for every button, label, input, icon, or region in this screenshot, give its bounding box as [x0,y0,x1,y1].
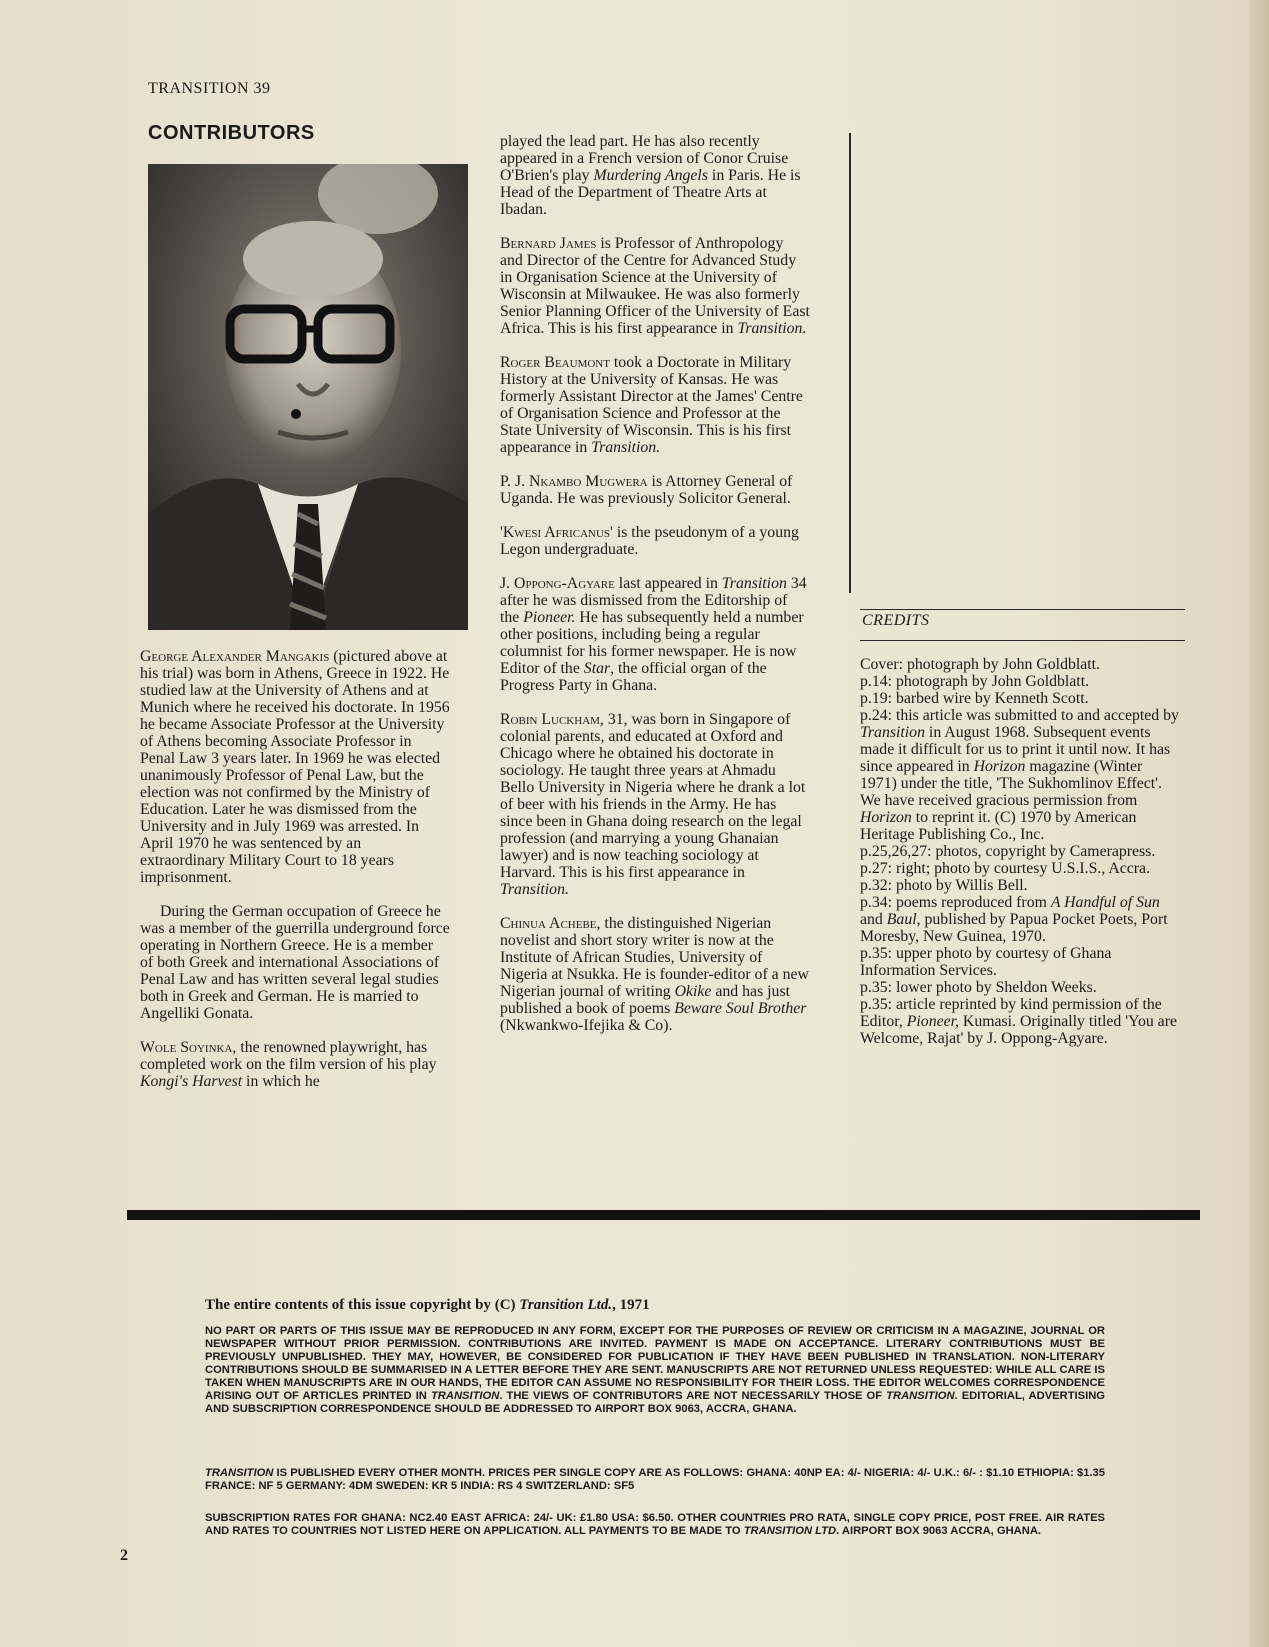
credit-item: Cover: photograph by John Goldblatt. [860,656,1100,673]
contributor-name: Robin Luckham [500,711,600,728]
credits-list [860,656,1180,1047]
bio-achebe: Chinua Achebe, the distinguished Nigerian novelist and short story writer is now at the Institute of African Studies, University of Nigeria at Nsukka. He is founder-editor of a new Nigerian journal of writing Okike and has just published a book of poems Beware Soul Brother (Nkwankwo-Ifejika & Co). [500,915,809,1034]
running-head: TRANSITION 39 [148,80,271,97]
credit-item: p.27: right; photo by courtesy U.S.I.S., Accra. [860,860,1151,877]
credits-rule-top [860,609,1185,610]
copyright-line: The entire contents of this issue copyright by (C) Transition Ltd., 1971 [205,1297,650,1313]
bio-kwesi: 'Kwesi Africanus' is the pseudonym of a young Legon undergraduate. [500,524,799,558]
credit-item: p.19: barbed wire by Kenneth Scott. [860,690,1089,707]
credit-item: p.25,26,27: photos, copyright by Camerapress. [860,843,1156,860]
contributor-name: Roger Beaumont [500,354,610,371]
footer-rule [127,1210,1200,1220]
page-number: 2 [120,1547,128,1564]
credit-item: p.35: lower photo by Sheldon Weeks. [860,979,1097,996]
bio-luckham: Robin Luckham, 31, was born in Singapore of colonial parents, and educated at Oxford and Chicago where he obtained his doctorate in sociology. He taught three years at Ahmadu Bello University in Nigeria where he drank a lot of beer with his friends in the Army. He has since been in Ghana doing research on the legal profession (and marrying a young Ghanaian lawyer) and is now teaching sociology at Harvard. This is his first appearance in Transition. [500,711,806,898]
column-divider [849,133,851,593]
page-edge-shadow [1249,0,1269,1647]
credit-item: p.14: photograph by John Goldblatt. [860,673,1090,690]
bio-oppong: J. Oppong-Agyare last appeared in Transition 34 after he was dismissed from the Editorship of the Pioneer. He has subsequently held a number other positions, including being a regular columnist for his former newspaper. He is now Editor of the Star, the official organ of the Progress Party in Ghana. [500,575,807,694]
section-title: CONTRIBUTORS [148,122,315,144]
credits-heading: CREDITS [862,612,930,629]
price-notice: TRANSITION IS PUBLISHED EVERY OTHER MONTH. PRICES PER SINGLE COPY ARE AS FOLLOWS: GHANA: 40NP EA: 4/- NIGERIA: 4/- U.K.: 6/- : $1.10 ETHIOPIA: $1.35 FRANCE: NF 5 GERMANY: 4DM SWEDEN: KR 5 INDIA: RS 4 SWITZERLAND: SF5 [205,1467,1105,1492]
bio-mangakis-continued: During the German occupation of Greece he was a member of the guerrilla underground force operating in Northern Greece. He is a member of both Greek and international Associations of Penal Law and has written several legal studies both in Greek and German. He is married to Angelliki Gonata. [140,903,450,1022]
contributor-name: Bernard James [500,235,597,252]
credit-item: p.35: article reprinted by kind permission of the Editor, Pioneer, Kumasi. Originally titled 'You are Welcome, Rajat' by J. Oppong-Agyare. [860,996,1177,1047]
bio-mugwera: P. J. Nkambo Mugwera is Attorney General of Uganda. He was previously Solicitor General. [500,473,793,507]
portrait-photo-icon [148,164,468,630]
column-1 [140,648,450,1107]
bio-soyinka: Wole Soyinka, the renowned playwright, has completed work on the film version of his play Kongi's Harvest in which he [140,1039,437,1090]
credit-item: p.34: poems reproduced from A Handful of Sun and Baul, published by Papua Pocket Poets, Port Moresby, New Guinea, 1970. [860,894,1168,945]
credit-item: p.24: this article was submitted to and accepted by Transition in August 1968. Subsequent events made it difficult for us to print it until now. It has since appeared in Horizon magazine (Winter 1971) under the title, 'The Sukhomlinov Effect'. We have received gracious permission from Horizon to reprint it. (C) 1970 by American Heritage Publishing Co., Inc. [860,707,1179,843]
contributor-name: Wole Soyinka [140,1039,233,1056]
contributor-name: J. Oppong-Agyare [500,575,615,592]
legal-notice: NO PART OR PARTS OF THIS ISSUE MAY BE REPRODUCED IN ANY FORM, EXCEPT FOR THE PURPOSES OF REVIEW OR CRITICISM IN A MAGAZINE, JOURNAL OR NEWSPAPER WITHOUT PRIOR PERMISSION. CONTRIBUTIONS ARE INVITED. PAYMENT IS MADE ON ACCEPTANCE. LITERARY CONTRIBUTIONS MUST BE PREVIOUSLY UNPUBLISHED. THEY MAY, HOWEVER, BE CONSIDERED FOR PUBLICATION IF THEY HAVE BEEN PUBLISHED IN TRANSLATION. NON-LITERARY CONTRIBUTIONS SHOULD BE SUMMARISED IN A LETTER BEFORE THEY ARE SENT. MANUSCRIPTS ARE NOT RETURNED UNLESS REQUESTED: WHILE ALL CARE IS TAKEN WHEN MANUSCRIPTS ARE IN OUR HANDS, THE EDITOR CAN ASSUME NO RESPONSIBILITY FOR THEIR LOSS. THE EDITOR WELCOMES CORRESPONDENCE ARISING OUT OF ARTICLES PRINTED IN TRANSITION. THE VIEWS OF CONTRIBUTORS ARE NOT NECESSARILY THOSE OF TRANSITION. EDITORIAL, ADVERTISING AND SUBSCRIPTION CORRESPONDENCE SHOULD BE ADDRESSED TO AIRPORT BOX 9063, ACCRA, GHANA. [205,1325,1105,1415]
bio-soyinka-continued: played the lead part. He has also recently appeared in a French version of Conor Cruise O'Brien's play Murdering Angels in Paris. He is Head of the Department of Theatre Arts at Ibadan. [500,133,801,218]
credit-item: p.32: photo by Willis Bell. [860,877,1028,894]
contributor-name: George Alexander Mangakis [140,648,330,665]
contributor-name: Chinua Achebe [500,915,597,932]
contributor-name: P. J. Nkambo Mugwera [500,473,648,490]
credits-rule-bottom [860,640,1185,641]
bio-mangakis: George Alexander Mangakis (pictured above at his trial) was born in Athens, Greece in 1922. He studied law at the University of Athens and at Munich where he received his doctorate. In 1956 he became Associate Professor at the University of Athens becoming Associate Professor in Penal Law 3 years later. In 1969 he was elected unanimously Professor of Penal Law, but the election was not confirmed by the Ministry of Education. Later he was dismissed from the University and in July 1969 was arrested. In April 1970 he was sentenced by an extraordinary Military Court to 18 years imprisonment. [140,648,450,886]
credit-item: p.35: upper photo by courtesy of Ghana Information Services. [860,945,1112,979]
column-2 [500,133,810,1051]
bio-james: Bernard James is Professor of Anthropology and Director of the Centre for Advanced Study in Organisation Science at the University of Wisconsin at Milwaukee. He was also formerly Senior Planning Officer of the University of East Africa. This is his first appearance in Transition. [500,235,810,337]
contributor-name: 'Kwesi Africanus' [500,524,613,541]
bio-beaumont: Roger Beaumont took a Doctorate in Military History at the University of Kansas. He was formerly Assistant Director at the James' Centre of Organisation Science and Professor at the State University of Wisconsin. This is his first appearance in Transition. [500,354,803,456]
subscription-notice: SUBSCRIPTION RATES FOR GHANA: NC2.40 EAST AFRICA: 24/- UK: £1.80 USA: $6.50. OTHER COUNTRIES PRO RATA, SINGLE COPY PRICE, POST FREE. AIR RATES AND RATES TO COUNTRIES NOT LISTED HERE ON APPLICATION. ALL PAYMENTS TO BE MADE TO TRANSITION LTD. AIRPORT BOX 9063 ACCRA, GHANA. [205,1512,1105,1537]
